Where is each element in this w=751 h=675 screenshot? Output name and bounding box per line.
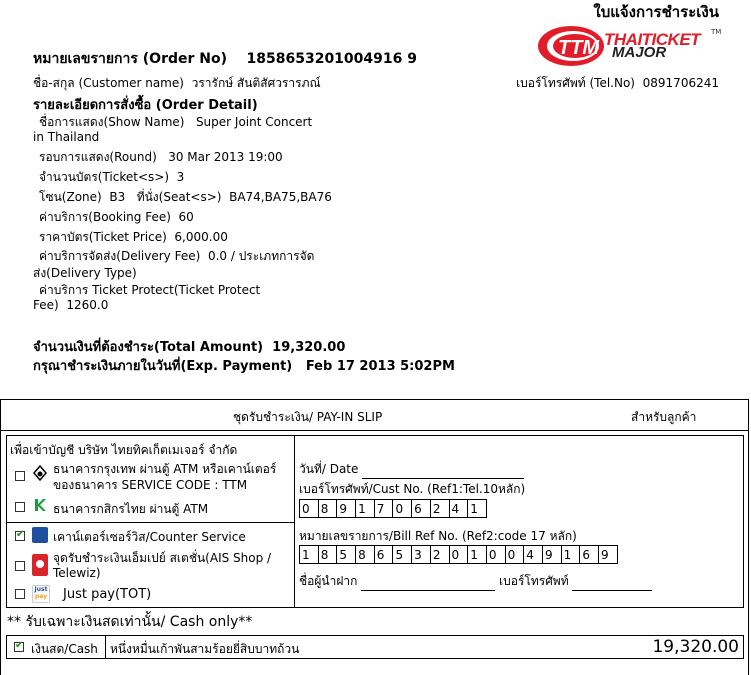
date-row (299, 460, 524, 479)
booking-fee-value: 60 (178, 210, 194, 224)
ticket-price-label: ราคาบัตร(Ticket Price) (39, 230, 167, 244)
bill-ref-grid (299, 545, 618, 564)
amount-value: 19,320.00 (652, 637, 739, 657)
amount-cell (105, 635, 744, 659)
bill-digit: 1 (299, 545, 319, 564)
tel-row (516, 74, 719, 93)
cust-digit: 7 (374, 499, 394, 518)
bill-digit: 5 (392, 545, 412, 564)
slip-heading: ชุดรับชำระเงิน/ PAY-IN SLIP (233, 410, 383, 424)
bill-digit: 8 (355, 545, 375, 564)
booking-fee-label: ค่าบริการ(Booking Fee) (39, 210, 171, 224)
exp-row (33, 355, 455, 376)
justpay-logo-icon: Just pay (32, 585, 50, 603)
logo-text-major: MAJOR (612, 44, 667, 61)
date-label: วันที่/ Date (299, 462, 359, 476)
booking-fee-row (39, 208, 194, 227)
justpay-label: Just pay(TOT) (63, 587, 152, 602)
slip-divider (1, 430, 748, 431)
bill-digit: 0 (449, 545, 469, 564)
depositor-tel-field[interactable] (572, 590, 652, 591)
tickets-label: จำนวนบัตร(Ticket<s>) (39, 170, 169, 184)
bill-digit: 1 (467, 545, 487, 564)
seat-value: BA74,BA75,BA76 (229, 190, 332, 204)
customer-row (33, 74, 321, 93)
delivery-label: ค่าบริการจัดส่ง(Delivery Fee) (39, 249, 201, 263)
bill-digit: 9 (598, 545, 618, 564)
protect-value: 1260.0 (66, 298, 109, 312)
cust-digit: 6 (411, 499, 431, 518)
order-no-row (33, 48, 417, 70)
bbl-checkbox[interactable] (15, 471, 25, 481)
bill-digit: 0 (505, 545, 525, 564)
cust-digit: 0 (299, 499, 319, 518)
logo-tm: TM (711, 28, 722, 36)
depositor-row (299, 572, 652, 591)
bill-digit: 5 (336, 545, 356, 564)
depositor-name-field[interactable] (361, 590, 495, 591)
depositor-label: ชื่อผู้นำฝาก (299, 574, 358, 588)
customer-name: วรารักษ์ สันติสัศวรารภณ์ (191, 76, 321, 90)
tel-value: 0891706241 (642, 76, 719, 90)
payment-details-box (294, 435, 744, 608)
round-row (39, 148, 283, 167)
pay-in-slip (0, 399, 749, 675)
bill-digit: 0 (486, 545, 506, 564)
justpay-checkbox[interactable] (15, 589, 25, 599)
cash-cell (6, 635, 106, 659)
ticket-price-value: 6,000.00 (174, 230, 228, 244)
ais-checkbox[interactable] (15, 561, 25, 571)
tickets-row (39, 168, 184, 187)
depositor-tel-label: เบอร์โทรศัพท์ (499, 574, 569, 588)
tel-label: เบอร์โทรศัพท์ (Tel.No) (516, 76, 635, 90)
protect-row (33, 298, 108, 312)
ttm-logo-icon (536, 24, 606, 68)
counter-service-checkbox[interactable] (15, 531, 25, 541)
show-name: Super Joint Concert (195, 115, 313, 129)
bill-digit: 9 (542, 545, 562, 564)
bill-digit: 2 (430, 545, 450, 564)
bill-ref-label: หมายเลขรายการ/Bill Ref No. (Ref2:code 17 หลัก) (299, 529, 577, 543)
logo-mark-text: TTM (558, 37, 600, 59)
zone-label: โซน(Zone) (39, 190, 102, 204)
cust-digit: 4 (449, 499, 469, 518)
round-value: 30 Mar 2013 19:00 (168, 150, 283, 164)
total-label: จำนวนเงินที่ต้องชำระ(Total Amount) (33, 340, 264, 355)
counter-service-label: เคาน์เตอร์เซอร์วิส/Counter Service (53, 530, 246, 544)
order-detail-heading: รายละเอียดการสั่งซื้อ (Order Detail) (33, 98, 258, 113)
show-label: ชื่อการแสดง(Show Name) (39, 115, 185, 129)
counter-options-box (6, 522, 295, 608)
bbl-line2: ของธนาคาร SERVICE CODE : TTM (53, 478, 248, 492)
round-label: รอบการแสดง(Round) (39, 150, 157, 164)
slip-for-customer: สำหรับลูกค้า (631, 410, 697, 424)
kbank-logo-icon (32, 497, 48, 513)
delivery-type-cont: ส่ง(Delivery Type) (33, 266, 137, 280)
mpay-logo-icon (32, 554, 48, 576)
counter-service-icon (32, 527, 48, 543)
total-value: 19,320.00 (272, 340, 346, 355)
delivery-value: 0.0 / ประเภทการจัด (207, 249, 315, 263)
date-field[interactable] (362, 478, 524, 479)
cust-digit: 0 (392, 499, 412, 518)
exp-value: Feb 17 2013 5:02PM (305, 359, 455, 374)
bill-digit: 8 (318, 545, 338, 564)
thaiticket-major-logo (536, 24, 726, 68)
cust-digit: 2 (430, 499, 450, 518)
customer-label: ชื่อ-สกุล (Customer name) (33, 76, 184, 90)
cash-only-note: ** รับเฉพาะเงินสดเท่านั้น/ Cash only** (7, 614, 253, 630)
kbank-label: ธนาคารกสิกรไทย ผ่านตู้ ATM (53, 502, 209, 516)
ais-line1: จุดรับชำระเงินเอ็มเปย์ สเตชั่น(AIS Shop / (53, 551, 272, 565)
bill-digit: 6 (579, 545, 599, 564)
order-no-label: หมายเลขรายการ (Order No) (33, 51, 228, 67)
ais-line2: Telewiz) (53, 566, 101, 580)
bank-options-box (6, 435, 295, 523)
zone-value: B3 (109, 190, 126, 204)
tickets-value: 3 (176, 170, 185, 184)
document-title: ใบแจ้งการชำระเงิน (593, 3, 719, 21)
cust-no-label: เบอร์โทรศัพท์/Cust No. (Ref1:Tel.10หลัก) (299, 482, 526, 496)
cash-checkbox[interactable] (14, 642, 24, 652)
cust-digit: 1 (467, 499, 487, 518)
ticket-price-row (39, 228, 228, 247)
cust-no-grid (299, 499, 487, 518)
order-no-value: 1858653201004916 9 (246, 51, 417, 67)
bill-digit: 4 (523, 545, 543, 564)
cust-digit: 9 (336, 499, 356, 518)
zone-row (39, 188, 332, 207)
protect-label: ค่าบริการ Ticket Protect(Ticket Protect (39, 283, 261, 297)
bill-digit: 3 (411, 545, 431, 564)
account-title: เพื่อเข้าบัญชี บริษัท ไทยทิคเก็ตเมเจอร์ จำกัด (10, 443, 238, 457)
protect-cont-label: Fee) (33, 298, 59, 312)
logo-text-thaiticket: THAITICKET (604, 30, 701, 49)
seat-label: ที่นั่ง(Seat<s>) (136, 190, 222, 204)
cust-digit: 1 (355, 499, 375, 518)
bbl-line1: ธนาคารกรุงเทพ ผ่านตู้ ATM หรือเคาน์เตอร์ (53, 462, 277, 476)
amount-in-words: หนึ่งหมื่นเก้าพันสามร้อยยี่สิบบาทถ้วน (110, 642, 300, 656)
cust-digit: 8 (318, 499, 338, 518)
total-row (33, 336, 345, 357)
exp-label: กรุณาชำระเงินภายในวันที่(Exp. Payment) (33, 359, 293, 374)
bill-digit: 1 (561, 545, 581, 564)
kbank-checkbox[interactable] (15, 502, 25, 512)
cash-label: เงินสด/Cash (31, 642, 98, 656)
bill-digit: 6 (374, 545, 394, 564)
bbl-logo-icon (32, 465, 48, 481)
show-name-cont: in Thailand (33, 130, 100, 144)
